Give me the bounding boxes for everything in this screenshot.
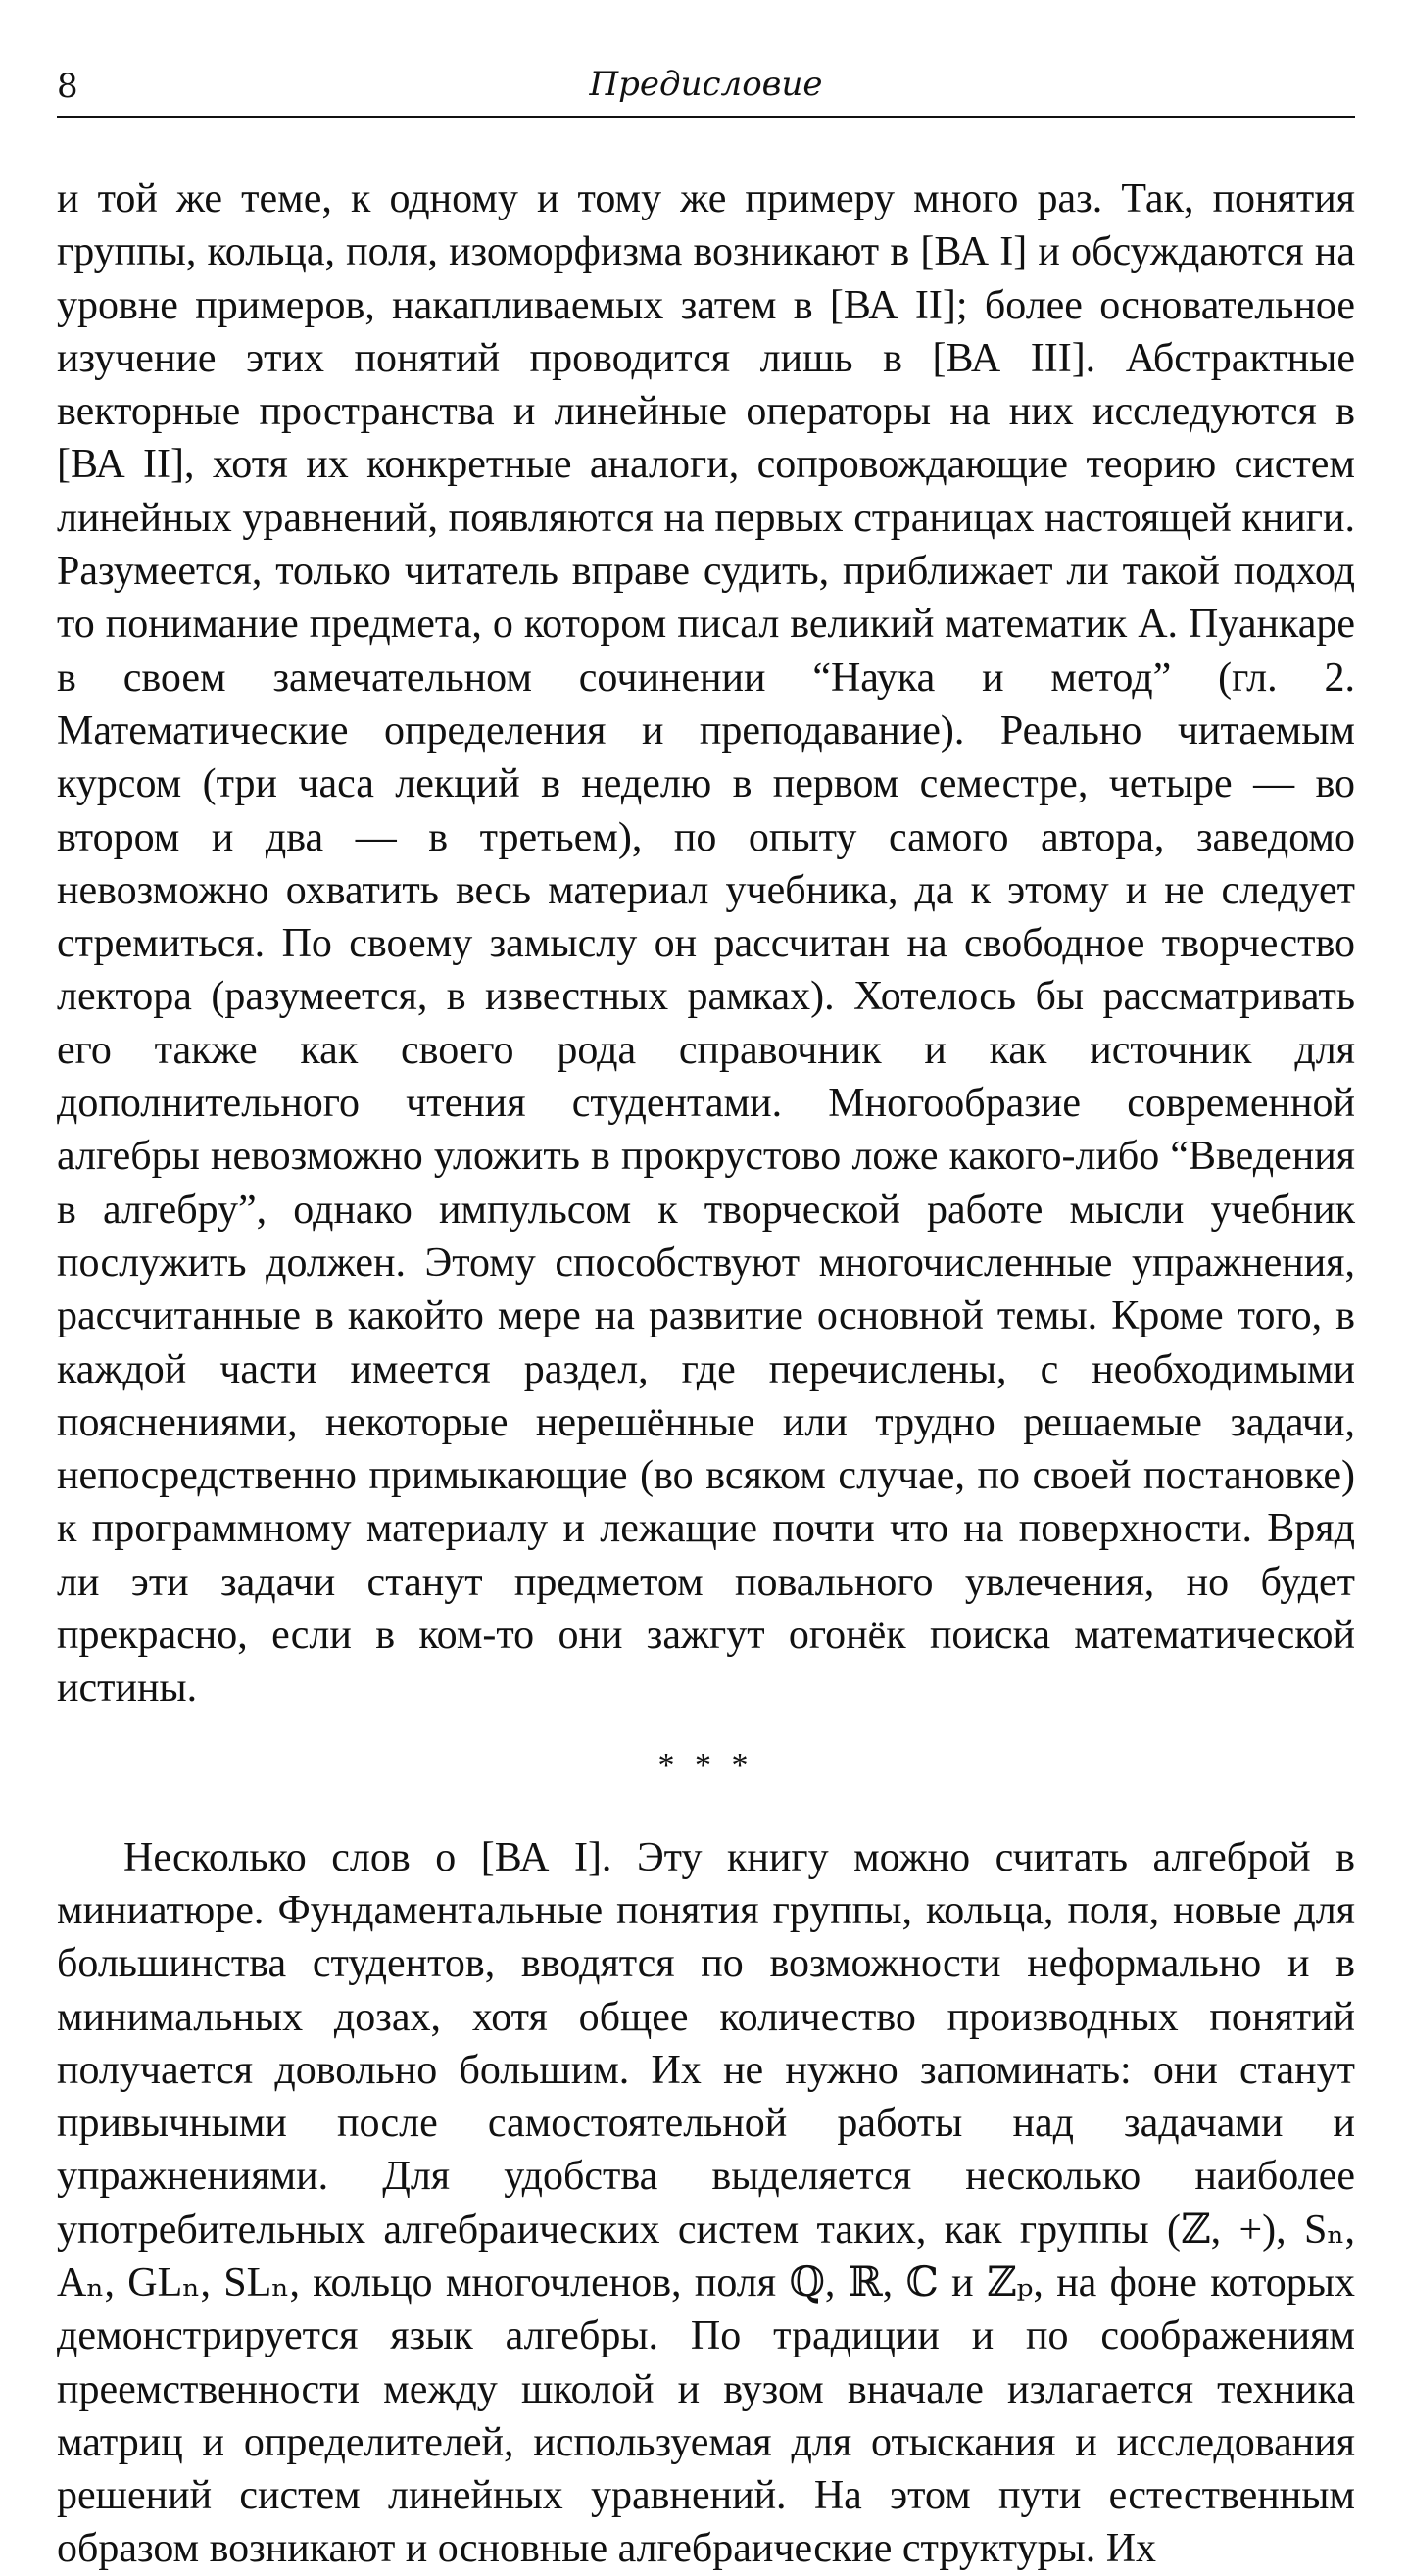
section-separator: * * * (657, 1746, 754, 1783)
page-number: 8 (57, 67, 78, 106)
paragraph-1: и той же теме, к одному и тому же примеру много раз. Так, понятия группы, кольца, поля, изоморфизма возникают в [ВА I] и обсуждаются на уровне примеров, накапливаемых затем в [ВА II]; более основательное изучение этих понятий проводится лишь в [ВА III]. Абстрактные векторные пространства и линейные операторы на них исследуются в [ВА II], хотя их конкретные аналоги, сопровождающие теорию систем линейных уравнений, появляются на первых страницах настоящей книги. Разумеется, только читатель вправе судить, приближает ли такой подход то понимание предмета, о котором писал великий математик А. Пуанкаре в своем замечательном сочинении “Наука и метод” (гл. 2. Математические определения и преподавание). Реально читаемым курсом (три часа лекций в неделю в первом семестре, четыре — во втором и два — в третьем), по опыту самого автора, заведомо невозможно охватить весь материал учебника, да к этому и не следует стремиться. По своему замыслу он рассчитан на свободное творчество лектора (разумеется, в известных рамках). Хотелось бы рассматривать его также как своего рода справочник и как источник для дополнительного чтения студентами. Многообразие современной алгебры невозможно уложить в прокрустово ложе какого-либо “Введения в алгебру”, однако импульсом к творческой работе мысли учебник послужить должен. Этому способствуют многочисленные упражнения, рассчитанные в какойто мере на развитие основной темы. Кроме того, в каждой части имеется раздел, где перечислены, с необходимыми пояснениями, некоторые нерешённые или трудно решаемые задачи, непосредственно примыкающие (во всяком случае, по своей постановке) к программному материалу и лежащие почти что на поверхности. Вряд ли эти задачи станут предметом повального увлечения, но будет прекрасно, если в ком-то они зажгут огонёк поиска математической истины. (57, 176, 1355, 1712)
body-text (57, 172, 1355, 2576)
header-rule (57, 116, 1355, 118)
running-title: Предисловие (589, 65, 823, 104)
paragraph-2: Несколько слов о [ВА I]. Эту книгу можно считать алгеброй в миниатюре. Фундаментальные понятия группы, кольца, поля, новые для большинства студентов, вводятся по возможности неформально и в минимальных дозах, хотя общее количество производных понятий получается довольно большим. Их не нужно запоминать: они станут привычными после самостоятельной работы над задачами и упражнениями. Для удобства выделяется несколько наиболее употребительных алгебраических систем таких, как группы (ℤ, +), Sₙ, Aₙ, GLₙ, SLₙ, кольцо многочленов, поля ℚ, ℝ, ℂ и ℤₚ, на фоне которых демонстрируется язык алгебры. По традиции и по соображениям преемственности между школой и вузом вначале излагается техника матриц и определителей, используемая для отыскания и исследования решений систем линейных уравнений. На этом пути естественным образом возникают и основные алгебраические структуры. Их (57, 1834, 1355, 2572)
book-page (57, 59, 1355, 2572)
page-header (57, 59, 1355, 108)
